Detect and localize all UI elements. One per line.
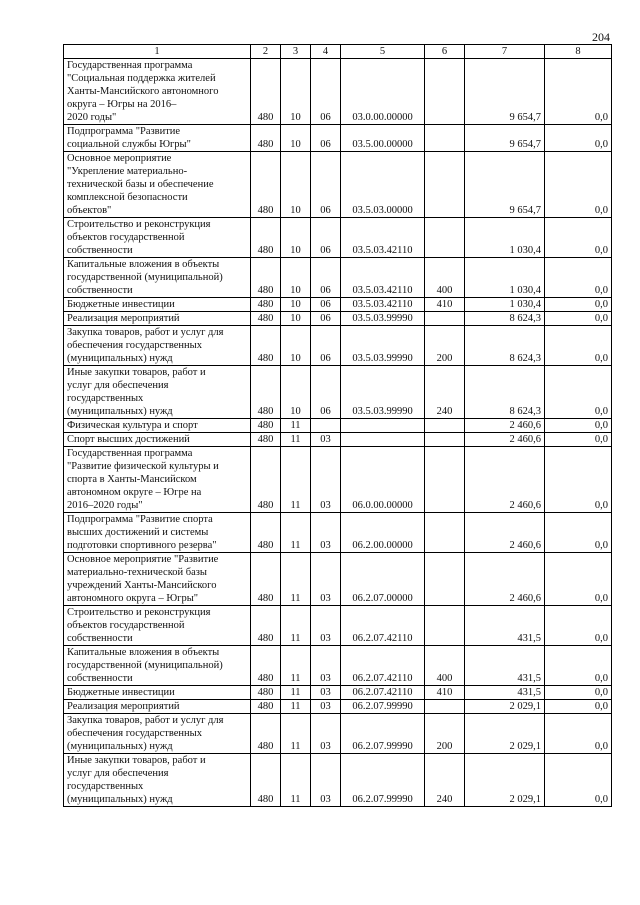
amount-2-cell: 0,0 (545, 646, 612, 686)
amount-cell: 431,5 (465, 686, 545, 700)
admin-code-cell: 480 (251, 312, 281, 326)
subsection-code-cell: 03 (311, 447, 341, 513)
admin-code-cell: 480 (251, 447, 281, 513)
subsection-code-cell: 06 (311, 125, 341, 152)
amount-2-cell: 0,0 (545, 447, 612, 513)
amount-2-cell: 0,0 (545, 312, 612, 326)
table-row (64, 606, 612, 646)
expense-type-cell (425, 513, 465, 553)
item-name-cell: Иные закупки товаров, работ и услуг для обеспечения государственных (муниципальных) нужд (64, 366, 251, 419)
item-name-cell: Закупка товаров, работ и услуг для обеспечения государственных (муниципальных) нужд (64, 714, 251, 754)
column-header: 7 (465, 45, 545, 59)
section-code-cell: 11 (281, 714, 311, 754)
expense-type-cell (425, 218, 465, 258)
target-article-cell: 03.5.03.99990 (341, 312, 425, 326)
amount-2-cell: 0,0 (545, 366, 612, 419)
amount-cell: 2 460,6 (465, 447, 545, 513)
target-article-cell: 06.2.07.00000 (341, 553, 425, 606)
amount-2-cell: 0,0 (545, 606, 612, 646)
admin-code-cell: 480 (251, 433, 281, 447)
expense-type-cell (425, 125, 465, 152)
target-article-cell: 06.2.07.99990 (341, 714, 425, 754)
target-article-cell: 03.5.03.00000 (341, 152, 425, 218)
item-name-cell: Подпрограмма "Развитие социальной службы Югры" (64, 125, 251, 152)
subsection-code-cell: 03 (311, 700, 341, 714)
section-code-cell: 11 (281, 419, 311, 433)
page-number: 204 (592, 30, 610, 44)
admin-code-cell: 480 (251, 125, 281, 152)
amount-cell: 1 030,4 (465, 218, 545, 258)
target-article-cell: 06.2.07.99990 (341, 700, 425, 714)
section-code-cell: 10 (281, 152, 311, 218)
target-article-cell: 06.2.07.42110 (341, 646, 425, 686)
item-name-cell: Государственная программа "Развитие физической культуры и спорта в Ханты-Мансийском автономном округе – Югре на 2016–2020 годы" (64, 447, 251, 513)
target-article-cell: 03.5.00.00000 (341, 125, 425, 152)
amount-2-cell: 0,0 (545, 714, 612, 754)
item-name-cell: Основное мероприятие "Развитие материально-технической базы учреждений Ханты-Мансийского автономного округа – Югры" (64, 553, 251, 606)
subsection-code-cell: 06 (311, 366, 341, 419)
section-code-cell: 11 (281, 686, 311, 700)
subsection-code-cell (311, 419, 341, 433)
expense-type-cell (425, 553, 465, 606)
target-article-cell: 06.0.00.00000 (341, 447, 425, 513)
item-name-cell: Реализация мероприятий (64, 312, 251, 326)
section-code-cell: 10 (281, 298, 311, 312)
expense-type-cell (425, 419, 465, 433)
target-article-cell: 06.2.00.00000 (341, 513, 425, 553)
amount-2-cell: 0,0 (545, 553, 612, 606)
amount-cell: 2 029,1 (465, 754, 545, 807)
column-header: 5 (341, 45, 425, 59)
section-code-cell: 10 (281, 218, 311, 258)
item-name-cell: Физическая культура и спорт (64, 419, 251, 433)
admin-code-cell: 480 (251, 686, 281, 700)
section-code-cell: 10 (281, 326, 311, 366)
amount-2-cell: 0,0 (545, 433, 612, 447)
budget-table (63, 44, 612, 807)
table-row (64, 646, 612, 686)
table-row (64, 700, 612, 714)
expense-type-cell: 200 (425, 326, 465, 366)
admin-code-cell: 480 (251, 754, 281, 807)
item-name-cell: Капитальные вложения в объекты государственной (муниципальной) собственности (64, 258, 251, 298)
amount-2-cell: 0,0 (545, 125, 612, 152)
item-name-cell: Строительство и реконструкция объектов государственной собственности (64, 218, 251, 258)
item-name-cell: Бюджетные инвестиции (64, 298, 251, 312)
amount-2-cell: 0,0 (545, 152, 612, 218)
admin-code-cell: 480 (251, 59, 281, 125)
table-row (64, 59, 612, 125)
section-code-cell: 10 (281, 59, 311, 125)
table-row (64, 298, 612, 312)
item-name-cell: Закупка товаров, работ и услуг для обеспечения государственных (муниципальных) нужд (64, 326, 251, 366)
column-header: 6 (425, 45, 465, 59)
section-code-cell: 11 (281, 646, 311, 686)
item-name-cell: Строительство и реконструкция объектов государственной собственности (64, 606, 251, 646)
item-name-cell: Иные закупки товаров, работ и услуг для обеспечения государственных (муниципальных) нужд (64, 754, 251, 807)
expense-type-cell (425, 433, 465, 447)
admin-code-cell: 480 (251, 646, 281, 686)
expense-type-cell (425, 152, 465, 218)
item-name-cell: Спорт высших достижений (64, 433, 251, 447)
amount-cell: 9 654,7 (465, 125, 545, 152)
amount-cell: 2 029,1 (465, 714, 545, 754)
amount-cell: 9 654,7 (465, 152, 545, 218)
target-article-cell (341, 419, 425, 433)
amount-2-cell: 0,0 (545, 59, 612, 125)
admin-code-cell: 480 (251, 513, 281, 553)
expense-type-cell (425, 700, 465, 714)
amount-2-cell: 0,0 (545, 686, 612, 700)
subsection-code-cell: 03 (311, 553, 341, 606)
table-row (64, 433, 612, 447)
section-code-cell: 10 (281, 258, 311, 298)
table-row (64, 686, 612, 700)
expense-type-cell (425, 312, 465, 326)
subsection-code-cell: 06 (311, 59, 341, 125)
table-row (64, 366, 612, 419)
table-row (64, 152, 612, 218)
subsection-code-cell: 03 (311, 513, 341, 553)
admin-code-cell: 480 (251, 218, 281, 258)
item-name-cell: Реализация мероприятий (64, 700, 251, 714)
amount-2-cell: 0,0 (545, 754, 612, 807)
column-header: 8 (545, 45, 612, 59)
item-name-cell: Подпрограмма "Развитие спорта высших достижений и системы подготовки спортивного резерва" (64, 513, 251, 553)
amount-cell: 8 624,3 (465, 366, 545, 419)
amount-cell: 2 460,6 (465, 419, 545, 433)
amount-cell: 2 029,1 (465, 700, 545, 714)
column-header: 4 (311, 45, 341, 59)
subsection-code-cell: 03 (311, 686, 341, 700)
target-article-cell: 03.5.03.42110 (341, 298, 425, 312)
expense-type-cell: 400 (425, 646, 465, 686)
amount-2-cell: 0,0 (545, 700, 612, 714)
subsection-code-cell: 06 (311, 298, 341, 312)
column-header: 1 (64, 45, 251, 59)
subsection-code-cell: 06 (311, 258, 341, 298)
expense-type-cell: 240 (425, 366, 465, 419)
expense-type-cell: 400 (425, 258, 465, 298)
admin-code-cell: 480 (251, 258, 281, 298)
subsection-code-cell: 03 (311, 433, 341, 447)
subsection-code-cell: 06 (311, 152, 341, 218)
target-article-cell: 06.2.07.42110 (341, 686, 425, 700)
target-article-cell: 06.2.07.42110 (341, 606, 425, 646)
table-row (64, 419, 612, 433)
target-article-cell: 03.5.03.42110 (341, 258, 425, 298)
amount-cell: 2 460,6 (465, 553, 545, 606)
expense-type-cell: 240 (425, 754, 465, 807)
amount-cell: 1 030,4 (465, 258, 545, 298)
expense-type-cell (425, 606, 465, 646)
subsection-code-cell: 03 (311, 714, 341, 754)
admin-code-cell: 480 (251, 714, 281, 754)
section-code-cell: 11 (281, 754, 311, 807)
section-code-cell: 10 (281, 312, 311, 326)
expense-type-cell: 410 (425, 298, 465, 312)
target-article-cell: 03.5.03.99990 (341, 326, 425, 366)
amount-2-cell: 0,0 (545, 419, 612, 433)
expense-type-cell: 410 (425, 686, 465, 700)
amount-cell: 8 624,3 (465, 326, 545, 366)
amount-cell: 2 460,6 (465, 513, 545, 553)
amount-cell: 1 030,4 (465, 298, 545, 312)
amount-2-cell: 0,0 (545, 218, 612, 258)
admin-code-cell: 480 (251, 419, 281, 433)
item-name-cell: Государственная программа "Социальная поддержка жителей Ханты-Мансийского автономного округа – Югры на 2016– 2020 годы" (64, 59, 251, 125)
table-row (64, 754, 612, 807)
section-code-cell: 11 (281, 606, 311, 646)
subsection-code-cell: 06 (311, 218, 341, 258)
target-article-cell: 03.5.03.42110 (341, 218, 425, 258)
admin-code-cell: 480 (251, 606, 281, 646)
amount-cell: 9 654,7 (465, 59, 545, 125)
subsection-code-cell: 03 (311, 754, 341, 807)
subsection-code-cell: 06 (311, 312, 341, 326)
item-name-cell: Основное мероприятие "Укрепление материально- технической базы и обеспечение комплексной безопасности объектов" (64, 152, 251, 218)
admin-code-cell: 480 (251, 700, 281, 714)
expense-type-cell (425, 447, 465, 513)
admin-code-cell: 480 (251, 553, 281, 606)
amount-2-cell: 0,0 (545, 513, 612, 553)
target-article-cell: 06.2.07.99990 (341, 754, 425, 807)
section-code-cell: 10 (281, 125, 311, 152)
target-article-cell (341, 433, 425, 447)
amount-2-cell: 0,0 (545, 298, 612, 312)
amount-cell: 2 460,6 (465, 433, 545, 447)
section-code-cell: 11 (281, 553, 311, 606)
amount-2-cell: 0,0 (545, 326, 612, 366)
table-row (64, 553, 612, 606)
section-code-cell: 11 (281, 433, 311, 447)
table-row (64, 513, 612, 553)
amount-cell: 431,5 (465, 646, 545, 686)
section-code-cell: 10 (281, 366, 311, 419)
expense-type-cell (425, 59, 465, 125)
section-code-cell: 11 (281, 513, 311, 553)
item-name-cell: Капитальные вложения в объекты государственной (муниципальной) собственности (64, 646, 251, 686)
table-row (64, 312, 612, 326)
table-row (64, 714, 612, 754)
target-article-cell: 03.0.00.00000 (341, 59, 425, 125)
admin-code-cell: 480 (251, 298, 281, 312)
column-header: 3 (281, 45, 311, 59)
amount-cell: 431,5 (465, 606, 545, 646)
table-row (64, 218, 612, 258)
admin-code-cell: 480 (251, 366, 281, 419)
table-row (64, 125, 612, 152)
table-row (64, 447, 612, 513)
amount-cell: 8 624,3 (465, 312, 545, 326)
admin-code-cell: 480 (251, 152, 281, 218)
amount-2-cell: 0,0 (545, 258, 612, 298)
subsection-code-cell: 06 (311, 326, 341, 366)
item-name-cell: Бюджетные инвестиции (64, 686, 251, 700)
expense-type-cell: 200 (425, 714, 465, 754)
table-row (64, 258, 612, 298)
target-article-cell: 03.5.03.99990 (341, 366, 425, 419)
section-code-cell: 11 (281, 447, 311, 513)
admin-code-cell: 480 (251, 326, 281, 366)
section-code-cell: 11 (281, 700, 311, 714)
header-row (64, 45, 612, 59)
table-row (64, 326, 612, 366)
subsection-code-cell: 03 (311, 646, 341, 686)
column-header: 2 (251, 45, 281, 59)
subsection-code-cell: 03 (311, 606, 341, 646)
